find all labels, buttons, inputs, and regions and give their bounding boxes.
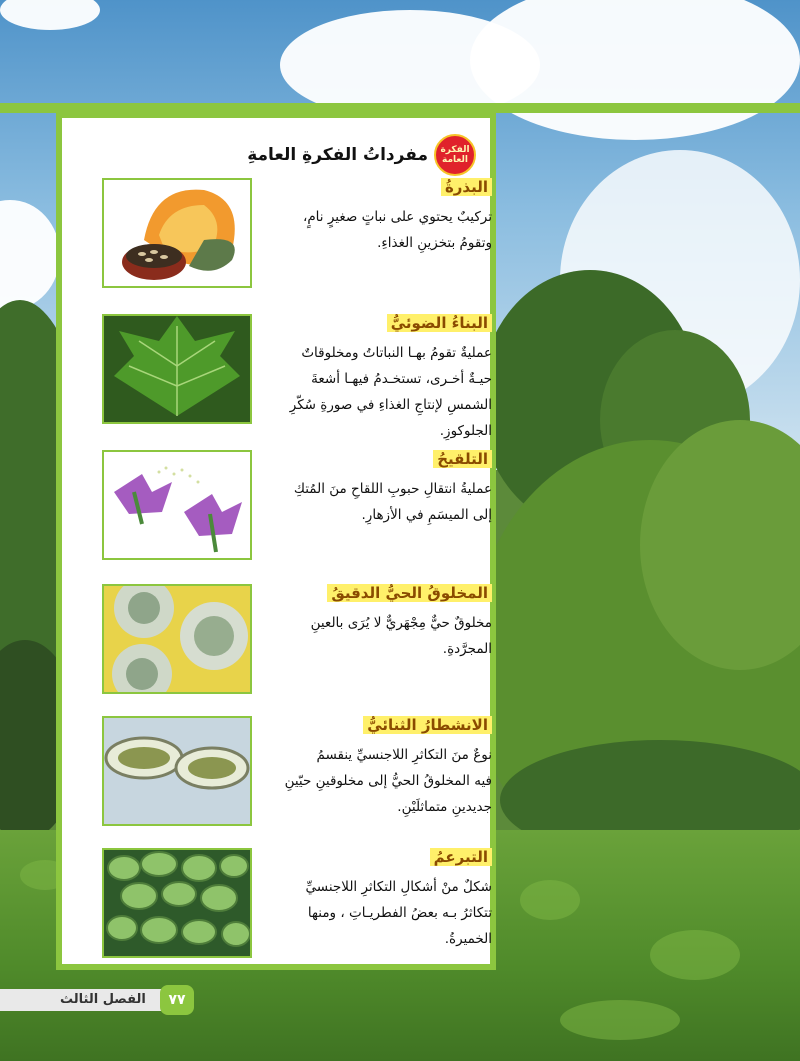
definition-line: فيه المخلوقُ الحيُّ إلى مخلوقينِ حيّينِ [284,773,492,789]
purple-flowers-image [102,450,252,560]
vocab-entry-microorganism [102,584,492,702]
vocab-entry-budding [102,848,492,966]
panel-title: مفرداتُ الفكرةِ العامةِ [247,145,428,165]
vocab-entry-seed [102,178,492,296]
big-idea-badge [434,134,476,176]
definition-line: عمليةُ انتقالِ حبوبِ اللقاحِ منَ المُتكِ [293,481,492,497]
definition-line: وتقومُ بتخزينِ الغذاءِ. [377,235,492,251]
definition-line: إلى الميسَمِ في الأزهارِ. [361,507,492,523]
mold-colonies-image [102,584,252,694]
term-title: الانشطارُ الثنائيُّ [363,716,492,734]
definition-line: تركيبٌ يحتوي على نباتٍ صغيرٍ نامٍ، [302,209,492,225]
definition-line: شكلٌ منْ أشكالِ التكاثرِ اللاجنسيِّ [305,879,492,895]
grass-texture [520,880,580,920]
page-number: ٧٧ [160,985,194,1015]
term-title: البذرةُ [441,178,492,196]
definition-line: تتكاثرُ بـه بعضُ الفطريـاتِ ، ومنها [307,905,492,921]
term-definition [264,340,492,444]
definition-line: الشمسِ لإنتاجِ الغذاءِ في صورةِ سُكّرِ [289,397,492,413]
chapter-label: الفصل الثالث [60,992,146,1007]
green-leaf-image [102,314,252,424]
term-definition [264,204,492,256]
badge-line-2: العامة [442,155,468,165]
term-title: التبرعمُ [430,848,492,866]
page-footer [0,985,200,1015]
term-definition [264,610,492,662]
term-title: البناءُ الضوئيُّ [387,314,492,332]
panel-header [247,134,476,176]
grass-texture [560,1000,680,1040]
term-definition [264,742,492,820]
term-title: المخلوقُ الحيُّ الدقيقُ [327,584,492,602]
yeast-budding-image [102,848,252,958]
vocab-entry-binary-fission [102,716,492,834]
vocabulary-panel [56,112,496,970]
definition-line: المجرَّدةِ. [442,641,492,657]
term-title: التلقيحُ [433,450,492,468]
badge-line-1: الفكرة [440,145,470,155]
definition-line: نوعٌ منَ التكاثرِ اللاجنسيِّ ينقسمُ [316,747,492,763]
grass-texture [650,930,740,980]
definition-line: جديدينِ متماثلَيْنِ. [397,799,492,815]
definition-line: مخلوقٌ حيٌّ مِجْهَريٌّ لا يُرَى بالعينِ [310,615,492,631]
vocab-entry-photosynthesis [102,314,492,439]
definition-line: عمليةٌ تقومُ بهـا النباتاتُ ومخلوقاتٌ [301,345,492,361]
dividing-cells-image [102,716,252,826]
definition-line: حيـةٌ أخـرى، تستخـدمُ فيهـا أشعةَ [311,371,492,387]
definition-line: الجلوكوزِ. [439,423,492,439]
vocab-entry-pollination [102,450,492,568]
pumpkin-seeds-image [102,178,252,288]
term-definition [264,874,492,952]
term-definition [264,476,492,528]
definition-line: الخميرةُ. [444,931,492,947]
